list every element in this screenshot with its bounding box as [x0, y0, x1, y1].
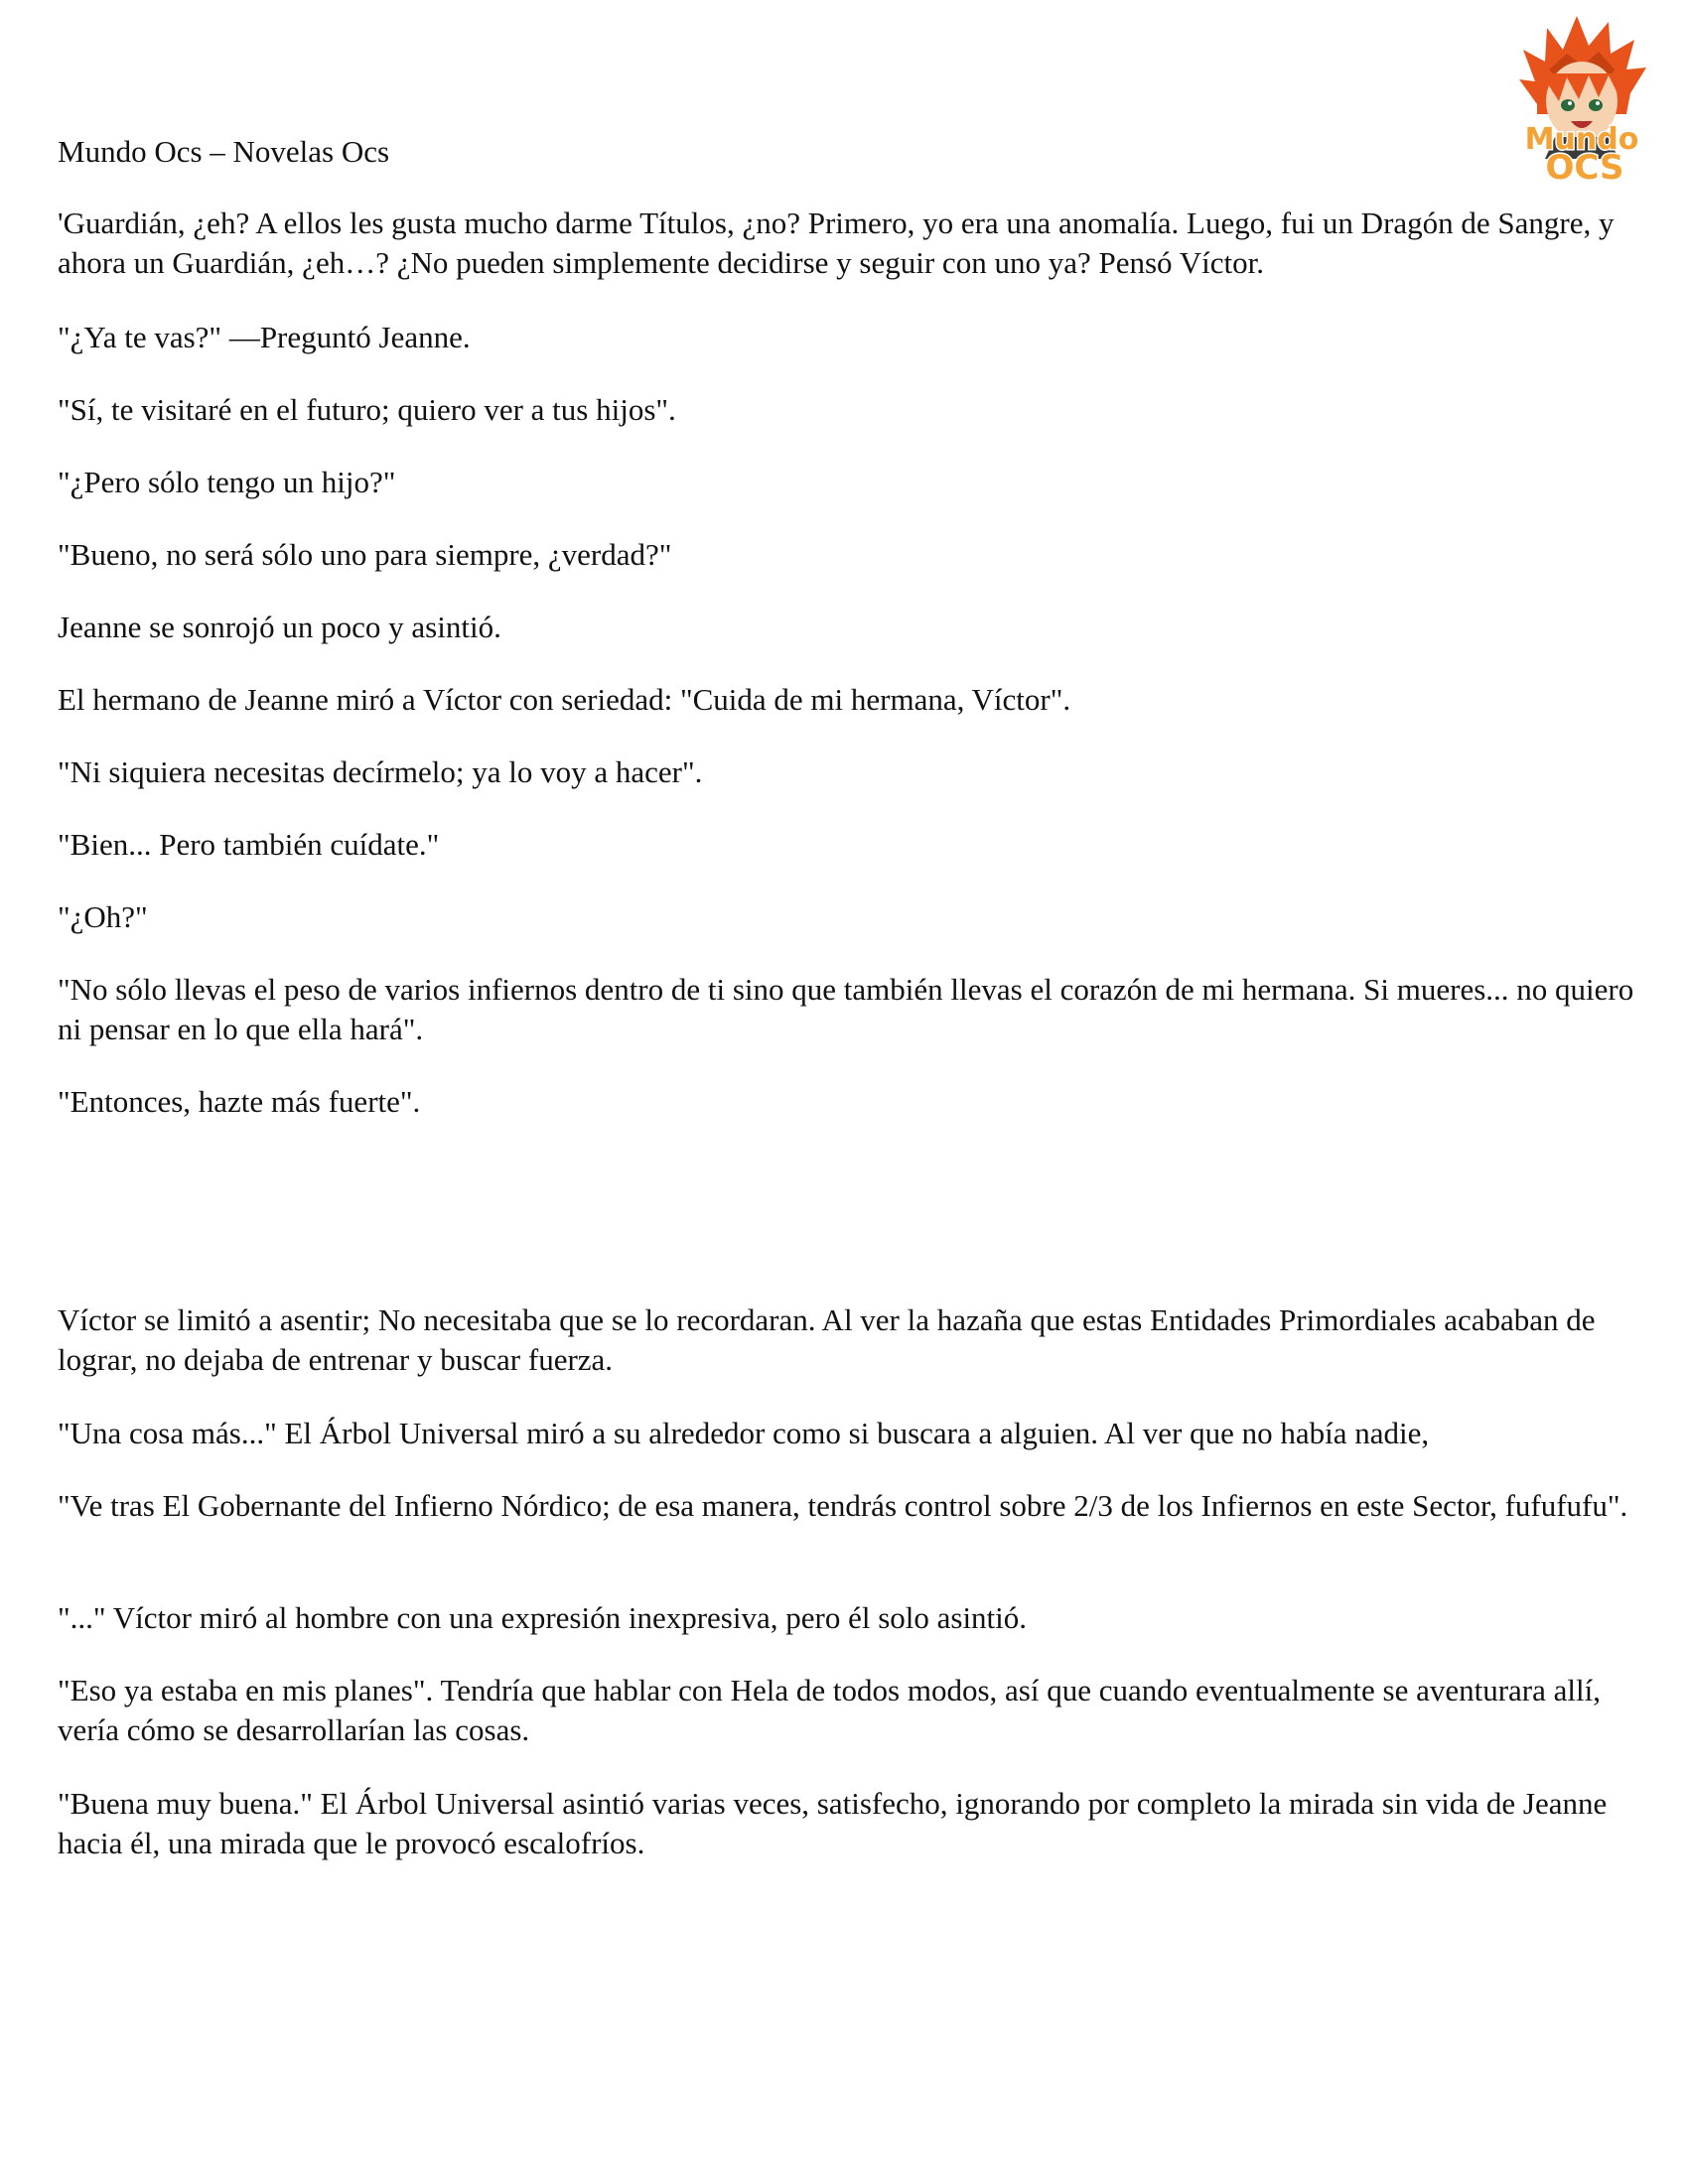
paragraph: "Ve tras El Gobernante del Infierno Nórdico; de esa manera, tendrás control sobre 2/3 de los Infiernos en este Sector, fufufufu". [58, 1488, 1628, 1523]
logo-text-bottom: OCS [1545, 148, 1624, 184]
paragraph: "Entonces, hazte más fuerte". [58, 1084, 421, 1119]
paragraph: "Una cosa más..." El Árbol Universal miró a su alrededor como si buscara a alguien. Al ver que no había nadie, [58, 1416, 1430, 1450]
paragraph: "Eso ya estaba en mis planes". Tendría que hablar con Hela de todos modos, así que cuando eventualmente se aventurara allí, vería cómo se desarrollarían las cosas. [58, 1673, 1601, 1747]
paragraph: "¿Pero sólo tengo un hijo?" [58, 465, 396, 499]
paragraph: "Bien... Pero también cuídate." [58, 827, 440, 862]
paragraph: "Ni siquiera necesitas decírmelo; ya lo voy a hacer". [58, 754, 703, 789]
logo-text-top: Mundo [1524, 122, 1639, 157]
paragraph: Víctor se limitó a asentir; No necesitaba que se lo recordaran. Al ver la hazaña que estas Entidades Primordiales acababan de lograr, no dejaba de entrenar y buscar fuerza. [58, 1302, 1596, 1377]
paragraph: 'Guardián, ¿eh? A ellos les gusta mucho darme Títulos, ¿no? Primero, yo era una anomalía. Luego, fui un Dragón de Sangre, y ahora un Guardián, ¿eh…? ¿No pueden simplemente decidirse y seguir con uno ya? Pensó Víctor. [58, 205, 1615, 280]
paragraph: "Bueno, no será sólo uno para siempre, ¿verdad?" [58, 537, 672, 572]
page-header: Mundo Ocs – Novelas Ocs [58, 134, 390, 169]
paragraph: Jeanne se sonrojó un poco y asintió. [58, 610, 501, 644]
paragraph: "¿Ya te vas?" —Preguntó Jeanne. [58, 320, 471, 354]
paragraph: "..." Víctor miró al hombre con una expresión inexpresiva, pero él solo asintió. [58, 1600, 1028, 1635]
paragraph: "No sólo llevas el peso de varios infiernos dentro de ti sino que también llevas el corazón de mi hermana. Si mueres... no quiero ni pensar en lo que ella hará". [58, 972, 1634, 1046]
paragraph: El hermano de Jeanne miró a Víctor con seriedad: "Cuida de mi hermana, Víctor". [58, 682, 1071, 717]
paragraph: "Sí, te visitaré en el futuro; quiero ver a tus hijos". [58, 392, 676, 427]
mundo-ocs-logo [1497, 10, 1666, 184]
paragraph: "¿Oh?" [58, 899, 148, 934]
paragraph: "Buena muy buena." El Árbol Universal asintió varias veces, satisfecho, ignorando por completo la mirada sin vida de Jeanne hacia él, una mirada que le provocó escalofríos. [58, 1786, 1608, 1860]
